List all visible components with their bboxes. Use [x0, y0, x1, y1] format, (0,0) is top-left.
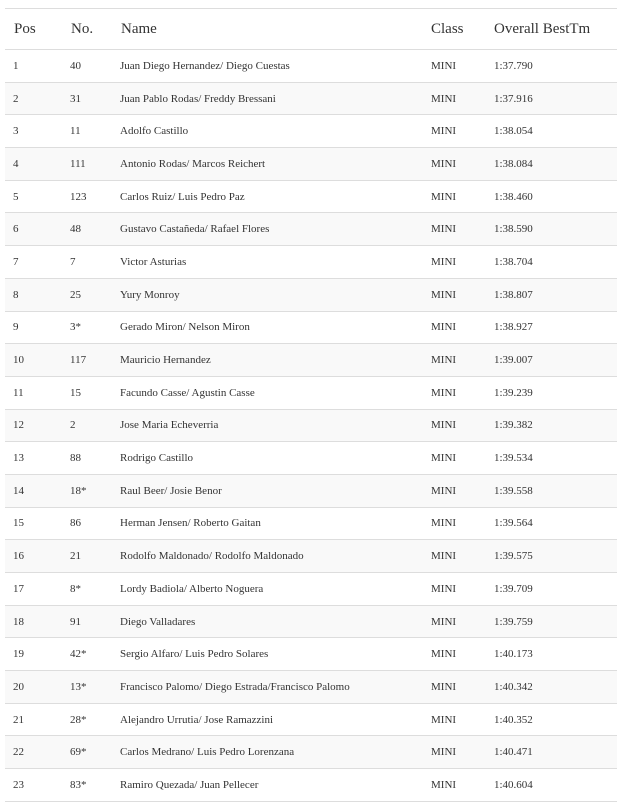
- cell-name: Gerado Miron/ Nelson Miron: [120, 311, 431, 344]
- cell-class: MINI: [431, 246, 494, 279]
- cell-number: 40: [70, 50, 120, 83]
- cell-class: MINI: [431, 213, 494, 246]
- cell-number: 91: [70, 605, 120, 638]
- cell-number: 21: [70, 540, 120, 573]
- table-row: [5, 638, 617, 671]
- cell-pos: 5: [5, 180, 70, 213]
- cell-name: Ramiro Quezada/ Juan Pellecer: [120, 769, 431, 802]
- cell-class: MINI: [431, 82, 494, 115]
- cell-class: MINI: [431, 278, 494, 311]
- cell-best-time: 1:38.927: [494, 311, 617, 344]
- cell-class: MINI: [431, 376, 494, 409]
- table-row: [5, 278, 617, 311]
- cell-pos: 9: [5, 311, 70, 344]
- cell-name: Juan Pablo Rodas/ Freddy Bressani: [120, 82, 431, 115]
- table-row: [5, 148, 617, 181]
- cell-number: 69*: [70, 736, 120, 769]
- cell-class: MINI: [431, 115, 494, 148]
- cell-number: 7: [70, 246, 120, 279]
- cell-number: 88: [70, 442, 120, 475]
- cell-number: 11: [70, 115, 120, 148]
- cell-name: Diego Valladares: [120, 605, 431, 638]
- cell-number: 13*: [70, 671, 120, 704]
- table-row: [5, 246, 617, 279]
- cell-class: MINI: [431, 50, 494, 83]
- header-class[interactable]: Class: [431, 9, 494, 50]
- cell-number: 3*: [70, 311, 120, 344]
- header-pos[interactable]: Pos: [5, 9, 70, 50]
- cell-number: 86: [70, 507, 120, 540]
- cell-name: Mauricio Hernandez: [120, 344, 431, 377]
- cell-best-time: 1:39.007: [494, 344, 617, 377]
- cell-number: 31: [70, 82, 120, 115]
- cell-pos: 21: [5, 703, 70, 736]
- cell-best-time: 1:37.790: [494, 50, 617, 83]
- cell-name: Lordy Badiola/ Alberto Noguera: [120, 573, 431, 606]
- cell-best-time: 1:39.534: [494, 442, 617, 475]
- header-name[interactable]: Name: [120, 9, 431, 50]
- cell-best-time: 1:40.342: [494, 671, 617, 704]
- cell-pos: 6: [5, 213, 70, 246]
- cell-name: Sergio Alfaro/ Luis Pedro Solares: [120, 638, 431, 671]
- cell-name: Herman Jensen/ Roberto Gaitan: [120, 507, 431, 540]
- cell-class: MINI: [431, 148, 494, 181]
- table-row: [5, 769, 617, 802]
- cell-best-time: 1:38.590: [494, 213, 617, 246]
- table-row: [5, 82, 617, 115]
- table-row: [5, 703, 617, 736]
- table-row: [5, 115, 617, 148]
- cell-best-time: 1:38.807: [494, 278, 617, 311]
- cell-class: MINI: [431, 180, 494, 213]
- cell-name: Antonio Rodas/ Marcos Reichert: [120, 148, 431, 181]
- cell-best-time: 1:39.382: [494, 409, 617, 442]
- results-table-container: [5, 8, 617, 802]
- cell-name: Facundo Casse/ Agustin Casse: [120, 376, 431, 409]
- cell-pos: 19: [5, 638, 70, 671]
- cell-pos: 1: [5, 50, 70, 83]
- cell-pos: 23: [5, 769, 70, 802]
- cell-class: MINI: [431, 344, 494, 377]
- cell-class: MINI: [431, 703, 494, 736]
- cell-number: 117: [70, 344, 120, 377]
- cell-name: Gustavo Castañeda/ Rafael Flores: [120, 213, 431, 246]
- cell-best-time: 1:39.564: [494, 507, 617, 540]
- cell-pos: 18: [5, 605, 70, 638]
- cell-class: MINI: [431, 442, 494, 475]
- table-row: [5, 180, 617, 213]
- table-row: [5, 376, 617, 409]
- table-row: [5, 409, 617, 442]
- cell-best-time: 1:39.709: [494, 573, 617, 606]
- cell-class: MINI: [431, 540, 494, 573]
- table-row: [5, 671, 617, 704]
- cell-pos: 20: [5, 671, 70, 704]
- cell-best-time: 1:39.239: [494, 376, 617, 409]
- table-row: [5, 442, 617, 475]
- cell-number: 48: [70, 213, 120, 246]
- cell-name: Carlos Medrano/ Luis Pedro Lorenzana: [120, 736, 431, 769]
- table-row: [5, 50, 617, 83]
- cell-pos: 8: [5, 278, 70, 311]
- cell-pos: 17: [5, 573, 70, 606]
- cell-best-time: 1:39.575: [494, 540, 617, 573]
- cell-pos: 16: [5, 540, 70, 573]
- cell-best-time: 1:38.704: [494, 246, 617, 279]
- table-row: [5, 540, 617, 573]
- cell-name: Adolfo Castillo: [120, 115, 431, 148]
- cell-name: Alejandro Urrutia/ Jose Ramazzini: [120, 703, 431, 736]
- table-row: [5, 736, 617, 769]
- cell-name: Carlos Ruiz/ Luis Pedro Paz: [120, 180, 431, 213]
- cell-number: 111: [70, 148, 120, 181]
- cell-name: Victor Asturias: [120, 246, 431, 279]
- cell-pos: 11: [5, 376, 70, 409]
- table-row: [5, 507, 617, 540]
- cell-best-time: 1:37.916: [494, 82, 617, 115]
- cell-class: MINI: [431, 769, 494, 802]
- cell-number: 42*: [70, 638, 120, 671]
- cell-pos: 14: [5, 474, 70, 507]
- cell-name: Raul Beer/ Josie Benor: [120, 474, 431, 507]
- cell-class: MINI: [431, 638, 494, 671]
- cell-name: Rodrigo Castillo: [120, 442, 431, 475]
- header-no[interactable]: No.: [70, 9, 120, 50]
- cell-name: Rodolfo Maldonado/ Rodolfo Maldonado: [120, 540, 431, 573]
- cell-pos: 3: [5, 115, 70, 148]
- cell-name: Jose Maria Echeverria: [120, 409, 431, 442]
- cell-number: 28*: [70, 703, 120, 736]
- table-row: [5, 605, 617, 638]
- cell-class: MINI: [431, 605, 494, 638]
- cell-class: MINI: [431, 474, 494, 507]
- cell-best-time: 1:39.558: [494, 474, 617, 507]
- cell-class: MINI: [431, 409, 494, 442]
- cell-class: MINI: [431, 311, 494, 344]
- cell-best-time: 1:40.604: [494, 769, 617, 802]
- results-table: [5, 8, 617, 802]
- cell-best-time: 1:38.460: [494, 180, 617, 213]
- cell-name: Yury Monroy: [120, 278, 431, 311]
- cell-best-time: 1:40.352: [494, 703, 617, 736]
- cell-number: 2: [70, 409, 120, 442]
- cell-number: 15: [70, 376, 120, 409]
- header-best[interactable]: Overall BestTm: [494, 9, 617, 50]
- cell-pos: 22: [5, 736, 70, 769]
- cell-name: Juan Diego Hernandez/ Diego Cuestas: [120, 50, 431, 83]
- cell-pos: 2: [5, 82, 70, 115]
- cell-pos: 15: [5, 507, 70, 540]
- cell-pos: 4: [5, 148, 70, 181]
- table-row: [5, 213, 617, 246]
- cell-best-time: 1:40.471: [494, 736, 617, 769]
- cell-pos: 13: [5, 442, 70, 475]
- cell-best-time: 1:38.054: [494, 115, 617, 148]
- cell-pos: 12: [5, 409, 70, 442]
- table-row: [5, 344, 617, 377]
- table-row: [5, 474, 617, 507]
- cell-best-time: 1:40.173: [494, 638, 617, 671]
- cell-best-time: 1:38.084: [494, 148, 617, 181]
- cell-pos: 10: [5, 344, 70, 377]
- table-row: [5, 311, 617, 344]
- cell-name: Francisco Palomo/ Diego Estrada/Francisco Palomo: [120, 671, 431, 704]
- cell-number: 25: [70, 278, 120, 311]
- cell-class: MINI: [431, 507, 494, 540]
- table-row: [5, 573, 617, 606]
- cell-pos: 7: [5, 246, 70, 279]
- cell-number: 123: [70, 180, 120, 213]
- cell-number: 8*: [70, 573, 120, 606]
- cell-number: 83*: [70, 769, 120, 802]
- table-header: [5, 9, 617, 50]
- table-body: [5, 50, 617, 802]
- cell-number: 18*: [70, 474, 120, 507]
- cell-class: MINI: [431, 671, 494, 704]
- cell-class: MINI: [431, 573, 494, 606]
- header-row: [5, 9, 617, 50]
- cell-best-time: 1:39.759: [494, 605, 617, 638]
- cell-class: MINI: [431, 736, 494, 769]
